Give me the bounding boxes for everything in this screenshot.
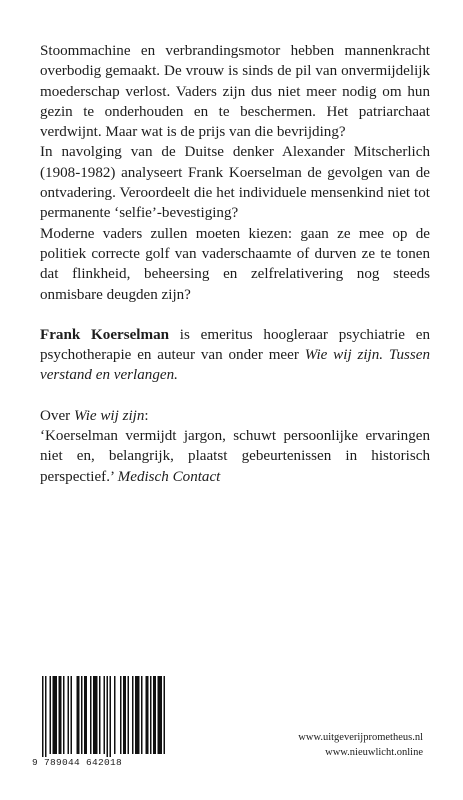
review-book-title: Wie wij zijn <box>73 407 145 424</box>
blurb-paragraph-3: Moderne vaders zullen moeten kiezen: gaan ze mee op de politiek correcte golf van vaderschaamte of durven ze te tonen dat flinkheid, beheersing en zelfrelativering nog steeds onmisbare deugden zijn? <box>40 225 430 303</box>
review-source: Medisch Contact <box>117 468 221 485</box>
barcode-bars <box>32 674 168 758</box>
author-bio <box>40 325 430 386</box>
publisher-url-1: www.uitgeverijprometheus.nl <box>298 732 423 743</box>
author-name: Frank Koerselman <box>40 326 170 343</box>
review-over: Over <box>40 407 74 424</box>
review-heading <box>40 406 430 426</box>
author-bio-text: is emeritus hoogleraar psychiatrie en psychotherapie en auteur van onder meer <box>40 326 430 364</box>
blurb-paragraph-1: Stoommachine en verbrandingsmotor hebben mannenkracht overbodig gemaakt. De vrouw is sinds de pil van onvermijdelijk moederschap verlost. Vaders zijn dus niet meer nodig om hun gezin te onderhouden en te beschermen. Het patriarchaat verdwijnt. Maar wat is de prijs van die bevrijding? <box>40 43 430 141</box>
blurb-paragraph-2: In navolging van de Duitse denker Alexander Mitscherlich (1908-1982) analyseert Frank Koerselman de gevolgen van de ontvadering. Veroordeelt die het individuele mensenkind niet tot permanente ‘selfie’-bevestiging? <box>40 144 430 222</box>
review-quote <box>40 426 430 487</box>
publisher-url-2: www.nieuwlicht.online <box>325 747 423 758</box>
back-cover-text <box>40 41 430 487</box>
isbn-barcode <box>32 674 168 768</box>
barcode-digits: 9 789044 642018 <box>32 757 168 768</box>
publisher-urls <box>298 730 423 760</box>
author-book-title: Wie wij zijn. Tussen verstand en verlangen. <box>40 347 430 384</box>
review-colon: : <box>144 407 149 424</box>
review-quote-text: ‘Koerselman vermijdt jargon, schuwt persoonlijke ervaringen niet en, belangrijk, plaatst gebeurtenissen in historisch perspectief.’ <box>40 428 430 485</box>
